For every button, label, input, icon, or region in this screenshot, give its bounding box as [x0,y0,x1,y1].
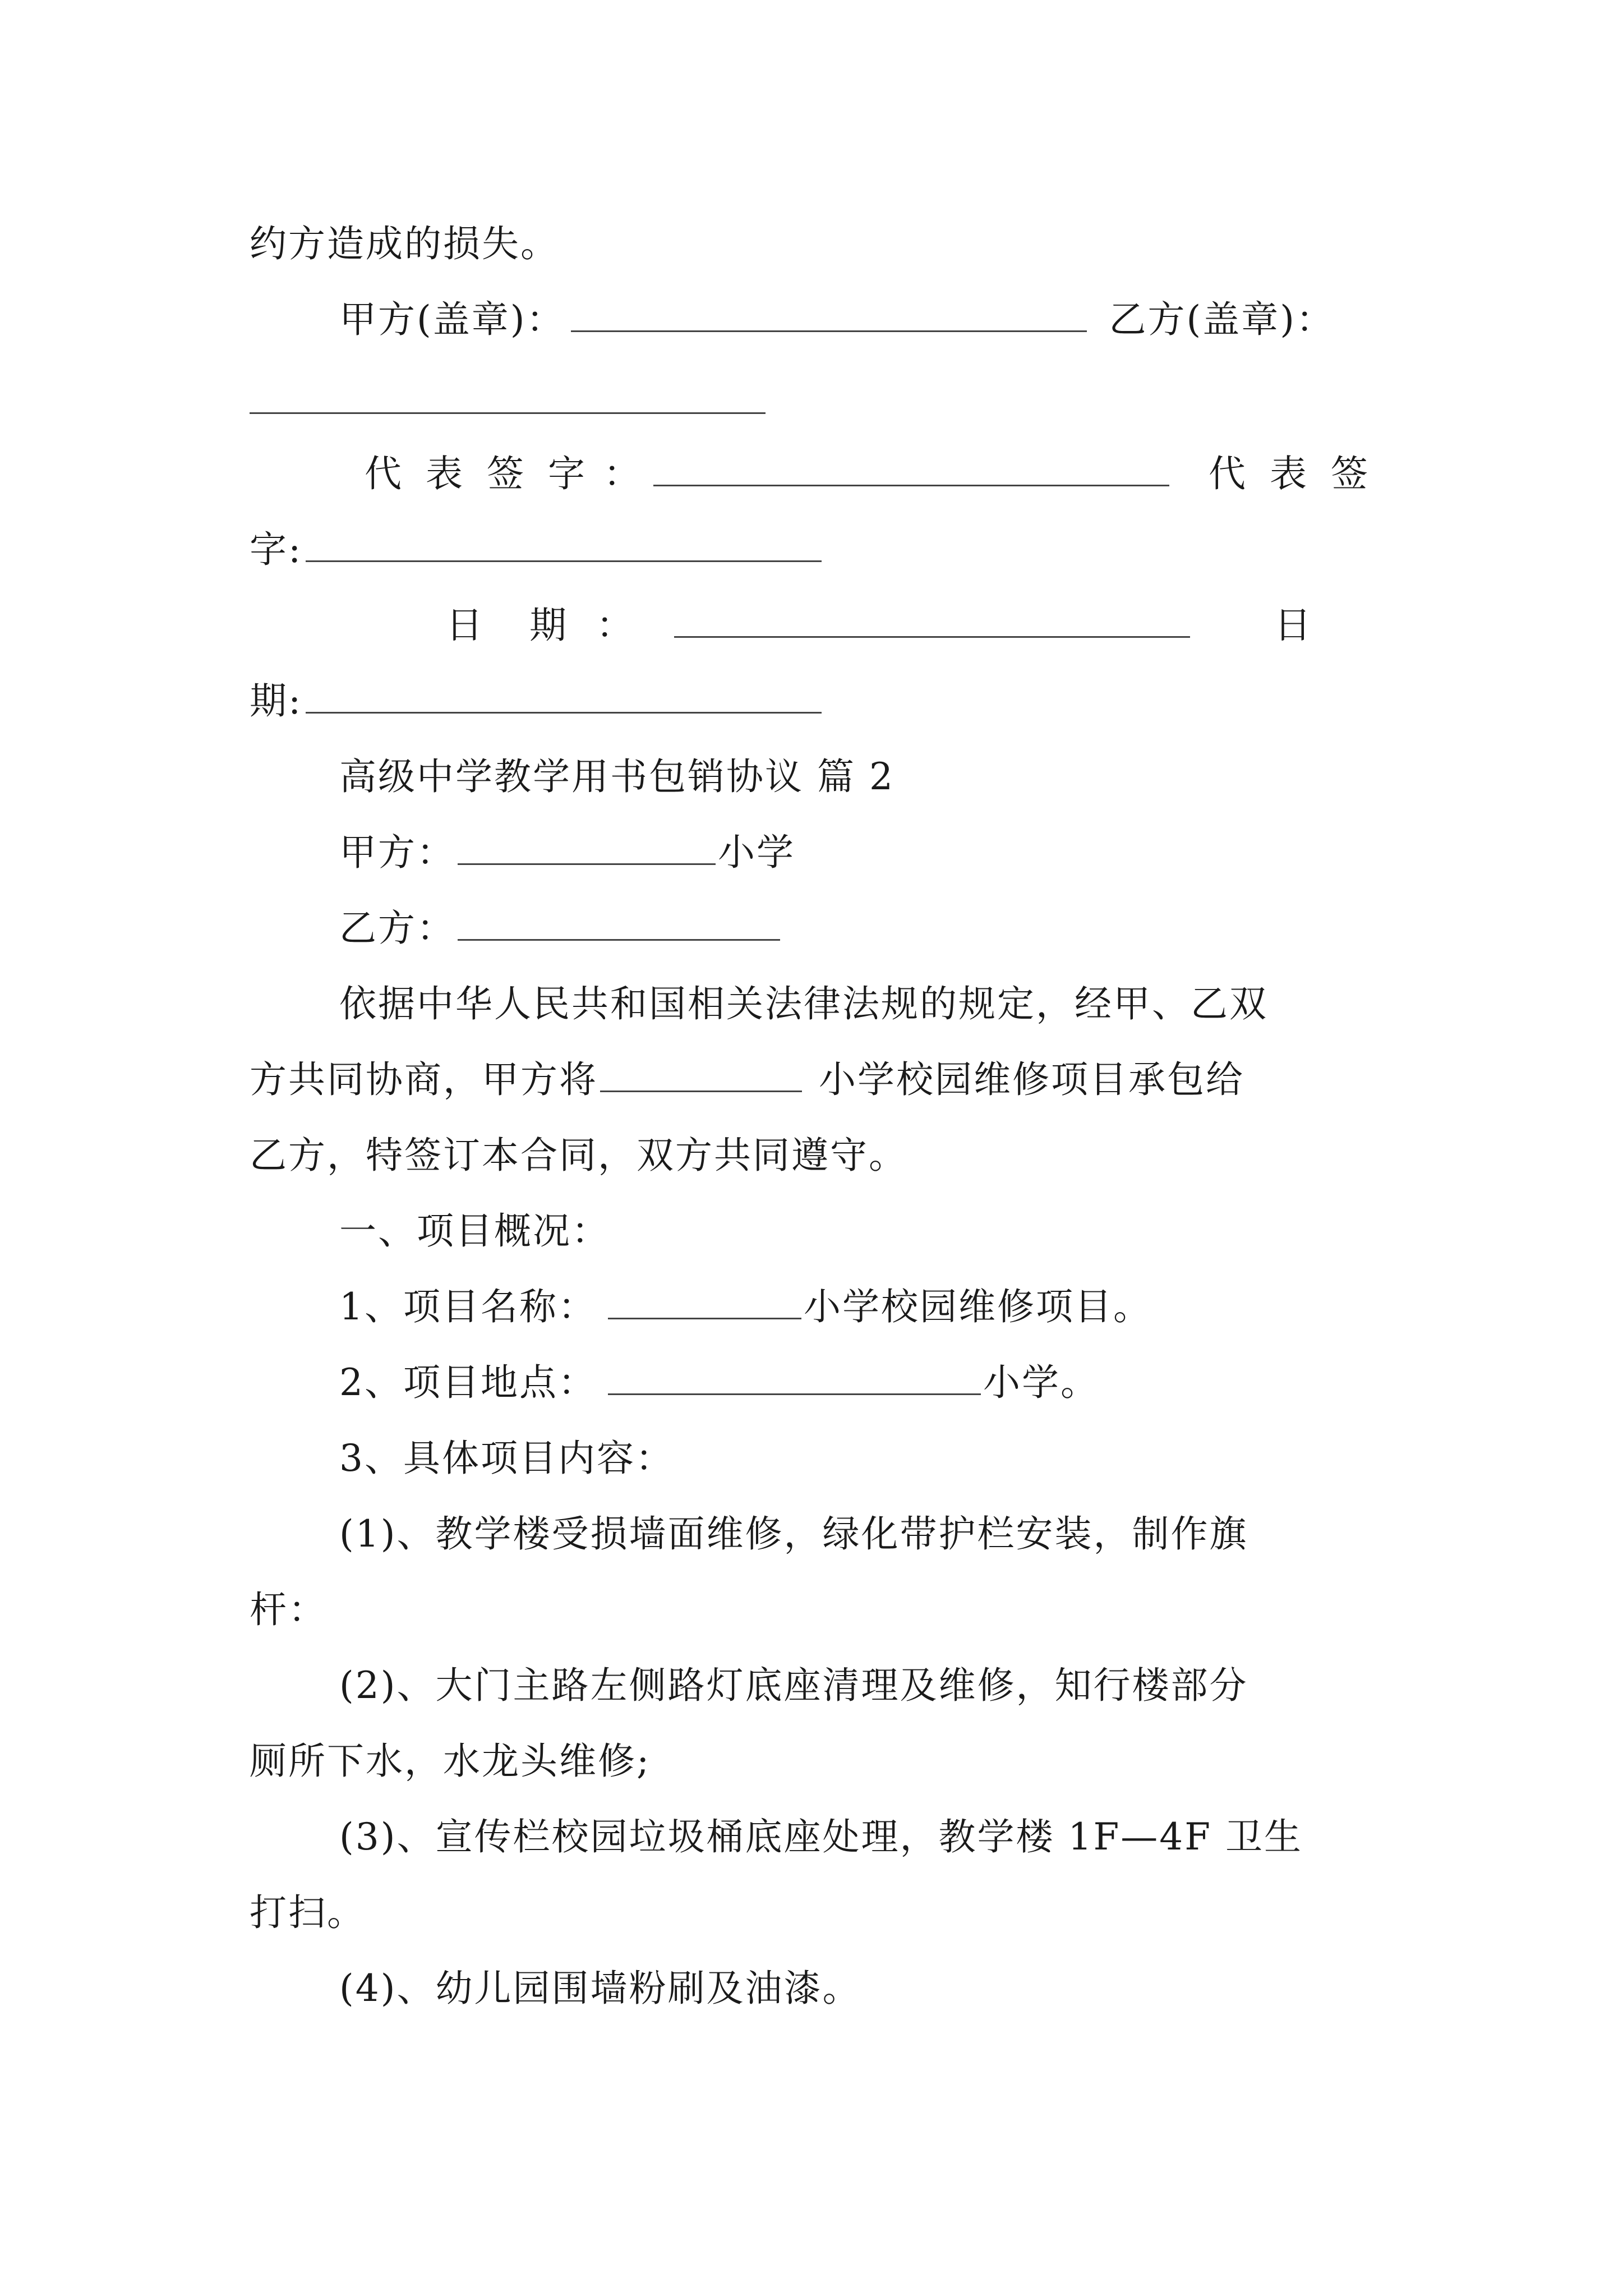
paragraph-line [250,1057,1388,1102]
text: 表 [1270,452,1308,495]
party-a-seal-label: 甲方(盖章)： [339,298,565,341]
list-item [339,1436,1478,1481]
section-title [339,1209,1478,1254]
text: 小学。 [983,1361,1099,1404]
text: 3、具体项目内容： [339,1437,674,1480]
text: 字 [548,452,587,495]
seal-line [339,297,1394,342]
text: 小学校园维修项目。 [804,1285,1152,1328]
date-line [446,603,1377,648]
project-location-blank [608,1364,981,1395]
text: 厕所下水，水龙头维修; [250,1740,651,1783]
party-a-name-blank [458,834,716,865]
party-b-signature-blank [306,531,822,562]
party-b-seal-label: 乙方(盖章)： [1109,298,1335,341]
section-heading [339,754,1478,799]
text: 打扫。 [250,1891,366,1934]
text: 字: [250,528,303,571]
text: 高级中学教学用书包销协议 篇 2 [339,755,895,798]
text: 日 [1274,604,1313,647]
text: (1)、教学楼受损墙面维修，绿化带护栏安装，制作旗 [339,1512,1248,1556]
signature-line [365,452,1380,496]
text: 签 [487,452,525,495]
list-item [339,1285,1478,1329]
party-a-seal-blank [571,301,1087,332]
text: 2、项目地点： [339,1361,597,1404]
list-item-continued [250,1739,1388,1784]
text: 乙方，特签订本合同，双方共同遵守。 [250,1134,907,1177]
list-item [339,1360,1478,1405]
list-item-continued [250,1890,1388,1935]
signature-line-2 [250,527,1388,572]
text: ： [596,604,635,647]
party-b-line [339,906,1478,951]
party-b-seal-blank [250,412,766,414]
party-b-date-blank [306,683,822,714]
text: 表 [426,452,464,495]
text: 期 [529,604,568,647]
text: (2)、大门主路左侧路灯底座清理及维修，知行楼部分 [339,1664,1248,1707]
text: ： [603,452,642,495]
list-item [339,1512,1478,1557]
date-line-2 [250,679,1388,724]
paragraph-line [250,1133,1388,1178]
party-a-signature-blank [653,455,1169,486]
text: 约方造成的损失。 [250,222,559,265]
school-name-blank [600,1061,802,1092]
party-a-line [339,830,1478,875]
text: (4)、幼儿园围墙粉刷及油漆。 [339,1967,861,2010]
text: 1、项目名称： [339,1285,597,1328]
list-item [339,1815,1478,1860]
text: 甲方： [339,831,455,874]
text: 杆： [250,1588,327,1631]
list-item [339,1663,1478,1708]
text: 期: [250,679,303,723]
text-line [250,222,1388,266]
party-a-date-blank [674,607,1190,638]
text: 代 [365,452,403,495]
text: 代 [1209,452,1247,495]
text: 依据中华人民共和国相关法律法规的规定，经甲、乙双 [339,982,1268,1025]
list-item-continued [250,1588,1388,1632]
text: (3)、宣传栏校园垃圾桶底座处理，教学楼 1F—4F 卫生 [339,1815,1303,1858]
text: 日 [446,604,485,647]
paragraph-line [339,982,1478,1027]
list-item [339,1966,1478,2011]
text: 方共同协商，甲方将 [250,1058,598,1101]
text: 小学校园维修项目承包给 [819,1058,1244,1101]
party-b-name-blank [458,910,780,941]
project-name-blank [608,1289,801,1319]
text: 一、项目概况： [339,1209,610,1253]
text: 签 [1331,452,1370,495]
text: 乙方： [339,907,455,950]
text: 小学 [718,831,795,874]
